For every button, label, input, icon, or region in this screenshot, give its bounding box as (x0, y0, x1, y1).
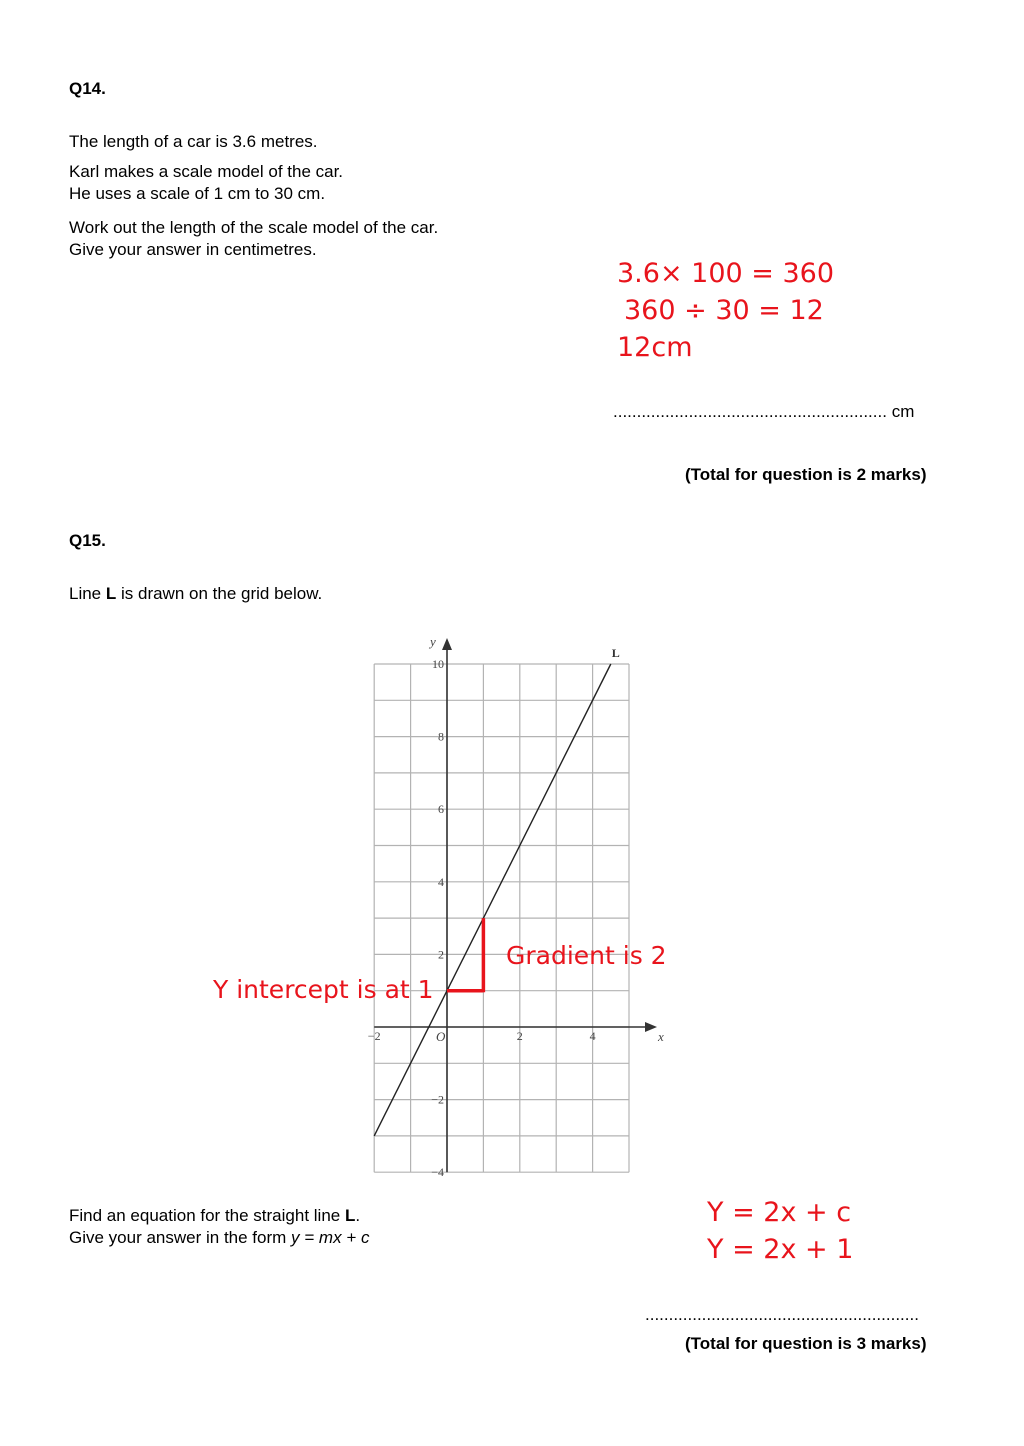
q14-statement-car-length: The length of a car is 3.6 metres. (69, 132, 318, 151)
y-tick-label: 2 (438, 947, 444, 962)
q14-answer-unit: cm (891, 402, 915, 421)
q15-task (69, 1205, 360, 1227)
axes (374, 638, 657, 1172)
question-14-label: Q14. (69, 79, 106, 98)
origin-label: O (436, 1029, 446, 1044)
q15-form-prefix: Give your answer in the form (69, 1228, 292, 1247)
q14-task: Work out the length of the scale model of the car. (69, 218, 439, 237)
y-tick-label: −2 (431, 1092, 444, 1107)
q14-working-line-1: 3.6× 100 = 360 (617, 258, 835, 289)
question-15-label: Q15. (69, 531, 106, 550)
x-tick-label: 2 (516, 1029, 523, 1043)
tick-labels (368, 634, 664, 1179)
q15-task-suffix: . (355, 1206, 361, 1225)
q15-total-marks: (Total for question is 3 marks) (685, 1334, 927, 1353)
q14-total-marks: (Total for question is 2 marks) (685, 465, 927, 484)
q15-working-line-2: Y = 2x + 1 (707, 1234, 854, 1265)
y-axis-arrow (442, 638, 452, 650)
q15-intro-line-name: L (105, 584, 117, 603)
line-L (374, 664, 611, 1136)
line-L-label: L (611, 646, 620, 660)
y-tick-label: 8 (438, 729, 444, 744)
q14-statement-scale: He uses a scale of 1 cm to 30 cm. (69, 184, 326, 203)
intercept-annotation-label: Y intercept is at 1 (213, 975, 434, 1004)
x-axis-arrow (645, 1022, 657, 1032)
q15-answer-form (69, 1227, 369, 1249)
q15-task-line-name: L (344, 1206, 356, 1225)
y-tick-label: 4 (438, 874, 444, 889)
q15-working-line-1: Y = 2x + c (707, 1197, 852, 1228)
q15-task-prefix: Find an equation for the straight line (69, 1206, 345, 1225)
q15-answer-line[interactable]: .......................................................... (645, 1305, 919, 1324)
q14-working-line-3: 12cm (617, 332, 693, 363)
x-tick-label: −2 (367, 1029, 381, 1043)
q15-intro-prefix: Line (69, 584, 106, 603)
q14-statement-model: Karl makes a scale model of the car. (69, 162, 344, 181)
q14-answer-instruction: Give your answer in centimetres. (69, 240, 317, 259)
q15-form-expression: y = mx + c (291, 1228, 370, 1247)
q14-answer-line: .......................................................... (613, 402, 887, 421)
y-tick-label: −4 (431, 1165, 444, 1180)
y-tick-label: 6 (438, 802, 444, 817)
q14-working-line-2: 360 ÷ 30 = 12 (624, 295, 824, 326)
x-tick-label: 4 (589, 1029, 596, 1043)
y-tick-label: 10 (432, 657, 444, 671)
grid-lines (374, 664, 629, 1172)
x-axis-label: x (658, 1029, 664, 1044)
y-axis-label: y (430, 634, 436, 649)
gradient-annotation-label: Gradient is 2 (506, 941, 667, 970)
q15-intro-suffix: is drawn on the grid below. (116, 584, 323, 603)
